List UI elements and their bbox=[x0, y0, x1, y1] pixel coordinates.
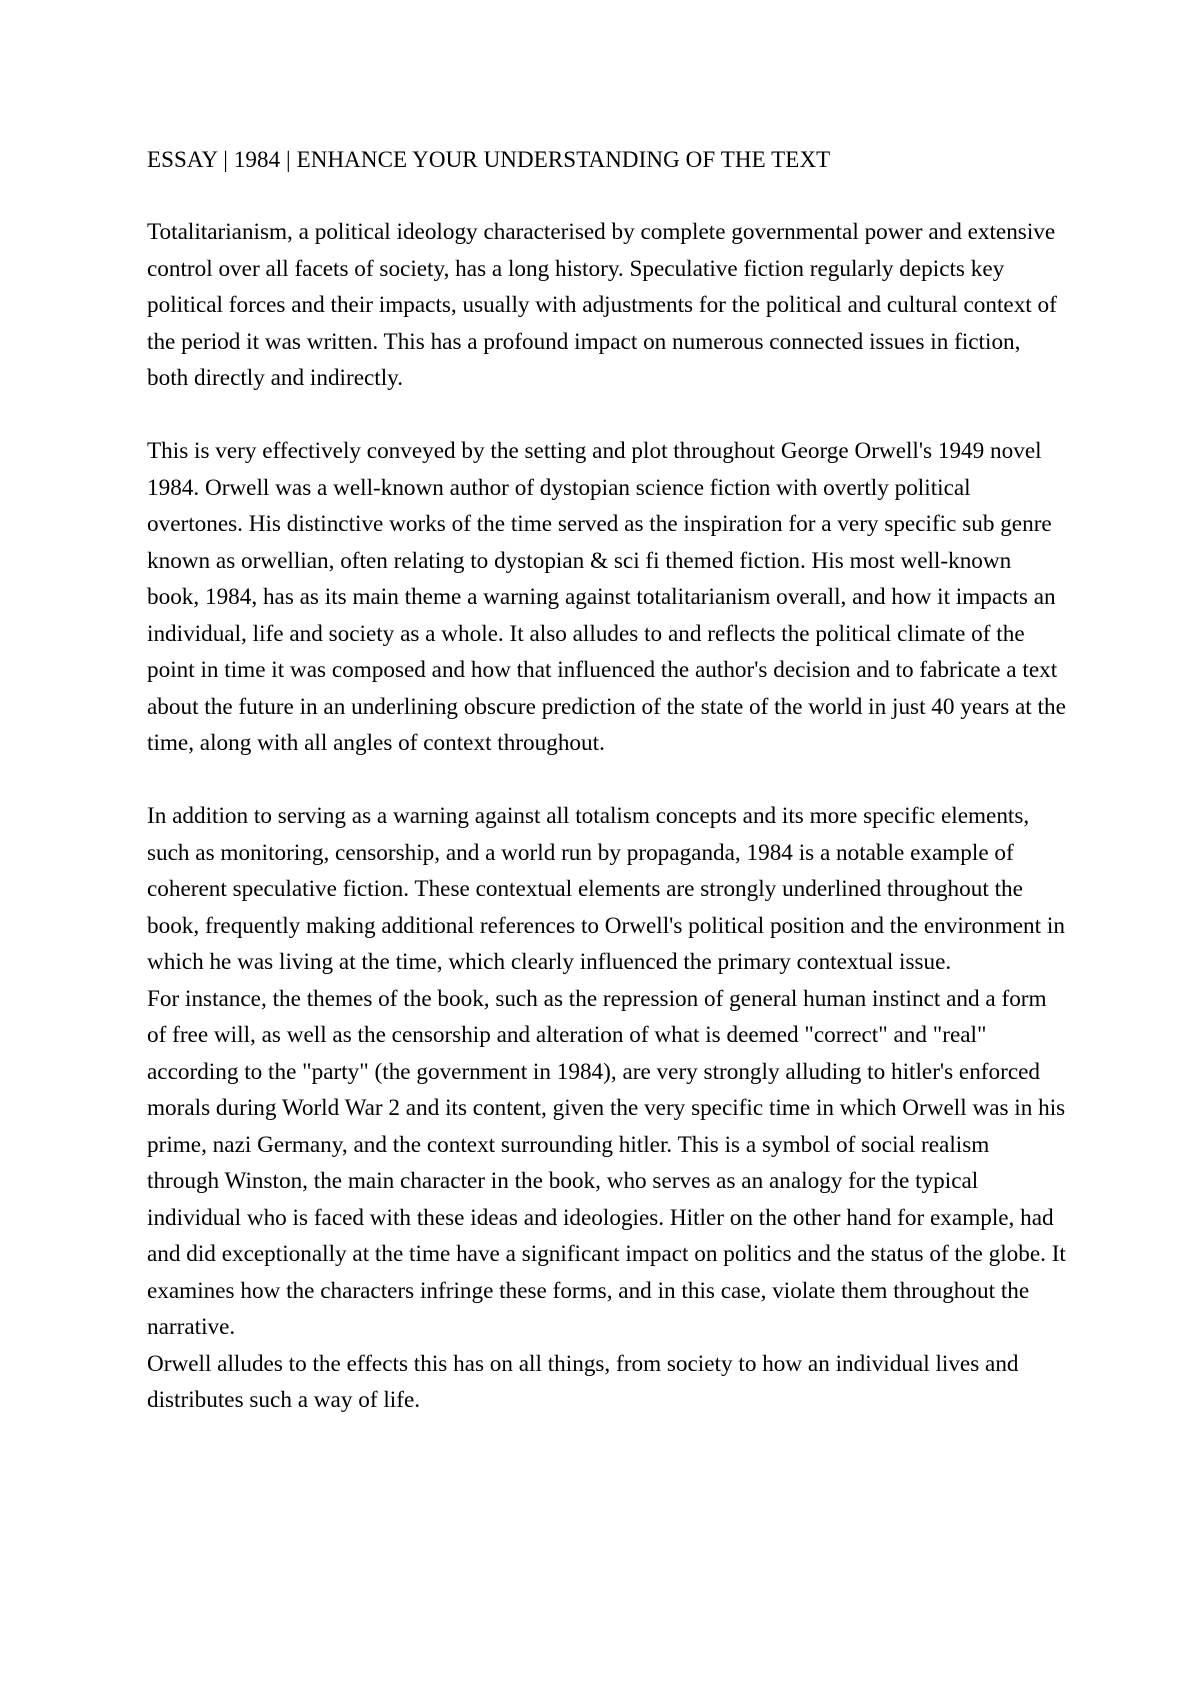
paragraph-warning: In addition to serving as a warning against all totalism concepts and its more specific elements, such as monitoring, censorship, and a world run by propaganda, 1984 is a notable example of coherent speculative fiction. These contextual elements are strongly underlined throughout the book, frequently making additional references to Orwell's political position and the environment in which he was living at the time, which clearly influenced the primary contextual issue. bbox=[147, 803, 1065, 975]
paragraph-themes: For instance, the themes of the book, such as the repression of general human instinct and a form of free will, as well as the censorship and alteration of what is deemed "correct" and "real" according to the "party" (the government in 1984), are very strongly alluding to hitler's enforced morals during World War 2 and its content, given the very specific time in which Orwell was in his prime, nazi Germany, and the context surrounding hitler. This is a symbol of social realism through Winston, the main character in the book, who serves as an analogy for the typical individual who is faced with these ideas and ideologies. Hitler on the other hand for example, had and did exceptionally at the time have a significant impact on politics and the status of the globe. It examines how the characters infringe these forms, and in this case, violate them throughout the narrative. bbox=[147, 985, 1066, 1340]
paragraph-context: This is very effectively conveyed by the setting and plot throughout George Orwell's 1949 novel 1984. Orwell was a well-known author of dystopian science fiction with overtly political overtones. His distinctive works of the time served as the inspiration for a very specific sub genre known as orwellian, often relating to dystopian & sci fi themed fiction. His most well-known book, 1984, has as its main theme a warning against totalitarianism overall, and how it impacts an individual, life and society as a whole. It also alludes to and reflects the political climate of the point in time it was composed and how that influenced the author's decision and to fabricate a text about the future in an underlining obscure prediction of the state of the world in just 40 years at the time, along with all angles of context throughout. bbox=[147, 438, 1066, 756]
document-body bbox=[147, 142, 1067, 1419]
paragraph-conclusion: Orwell alludes to the effects this has on all things, from society to how an individual lives and distributes such a way of life. bbox=[147, 1350, 1019, 1413]
paragraph-intro: Totalitarianism, a political ideology characterised by complete governmental power and extensive control over all facets of society, has a long history. Speculative fiction regularly depicts key political forces and their impacts, usually with adjustments for the political and cultural context of the period it was written. This has a profound impact on numerous connected issues in fiction, both directly and indirectly. bbox=[147, 219, 1057, 391]
essay-title: ESSAY | 1984 | ENHANCE YOUR UNDERSTANDING OF THE TEXT bbox=[147, 147, 831, 172]
